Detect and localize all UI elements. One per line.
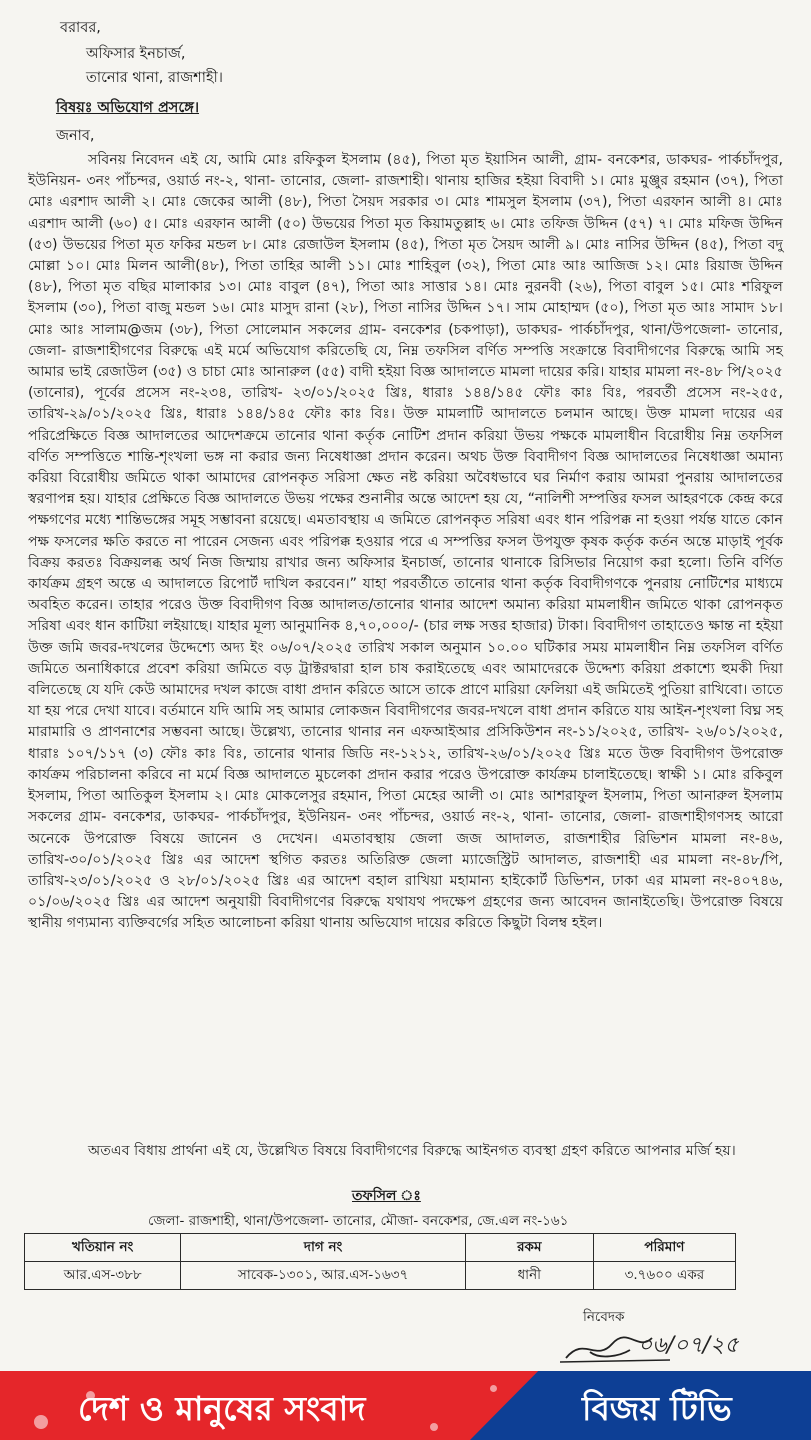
signature-date: ০৬/০৭/২৫ bbox=[638, 1333, 739, 1358]
column-header: পরিমাণ bbox=[593, 1234, 735, 1262]
channel-logo: বিজয় টিভি bbox=[582, 1389, 732, 1428]
subject-line: বিষয়ঃ অভিযোগ প্রসঙ্গে। bbox=[56, 100, 200, 116]
table-cell: সাবেক-১৩০১, আর.এস-১৬৩৭ bbox=[181, 1262, 465, 1290]
decorative-dot-icon bbox=[430, 1423, 438, 1431]
table-cell: ৩.৭৬০০ একর bbox=[593, 1262, 735, 1290]
column-header: দাগ নং bbox=[181, 1234, 465, 1262]
table-header-row bbox=[25, 1234, 736, 1262]
table-cell: ধানী bbox=[465, 1262, 593, 1290]
column-header: রকম bbox=[465, 1234, 593, 1262]
recipient-title: অফিসার ইনচার্জ, bbox=[86, 46, 186, 62]
letter-body bbox=[28, 150, 783, 935]
column-header: খতিয়ান নং bbox=[25, 1234, 181, 1262]
greeting: জনাব, bbox=[56, 128, 95, 144]
banner-slogan: দেশ ও মানুষের সংবাদ bbox=[78, 1389, 366, 1428]
signer-label: নিবেদক bbox=[583, 1309, 625, 1325]
closing-prayer: অতএব বিধায় প্রার্থনা এই যে, উল্লেখিত বিষয়ে বিবাদীগণের বিরুদ্ধে আইনগত ব্যবস্থা গ্রহণ করিতে আপনার মর্জি হয়। bbox=[88, 1143, 736, 1159]
news-banner bbox=[0, 1371, 811, 1440]
decorative-dot-icon bbox=[34, 1415, 48, 1429]
table-row bbox=[25, 1262, 736, 1290]
table-cell: আর.এস-৩৮৮ bbox=[25, 1262, 181, 1290]
schedule-table bbox=[24, 1233, 736, 1290]
salutation-to: বরাবর, bbox=[60, 20, 101, 36]
schedule-location: জেলা- রাজশাহী, থানা/উপজেলা- তানোর, মৌজা- বনকেশর, জে.এল নং-১৬১ bbox=[148, 1213, 569, 1229]
decorative-dot-icon bbox=[490, 1385, 497, 1392]
schedule-title: তফসিল ঃ bbox=[352, 1188, 421, 1204]
handwritten-signature bbox=[560, 1322, 760, 1372]
body-paragraph: সবিনয় নিবেদন এই যে, আমি মোঃ রফিকুল ইসলাম (৪৫), পিতা মৃত ইয়াসিন আলী, গ্রাম- বনকেশর, ডাকঘর- পার্কচাঁদপুর, ইউনিয়ন- ৩নং পাঁচন্দর, ওয়ার্ড নং-২, থানা- তানোর, জেলা- রাজশাহী। থানায় হাজির হইয়া বিবাদী ১। মোঃ মুঞ্জুর রহমান (৩৭), পিতা মোঃ এরশাদ আলী ২। মোঃ জেকের আলী (৪৮), পিতা সৈয়দ সরকার ৩। মোঃ শামসুল ইসলাম (৩৭), পিতা এরফান আলী ৪। মোঃ এরশাদ আলী (৬০) ৫। মোঃ এরফান আলী (৫০) উভয়ের পিতা মৃত কিয়ামতুল্লাহ ৬। মোঃ তফিজ উদ্দিন (৫৭) ৭। মোঃ মফিজ উদ্দিন (৫৩) উভয়ের পিতা মৃত ফকির মন্ডল ৮। মোঃ রেজাউল ইসলাম (৪৫), পিতা মৃত সৈয়দ আলী ৯। মোঃ নাসির উদ্দিন (৪৫), পিতা বদু মোল্লা ১০। মোঃ মিলন আলী(৪৮), পিতা তাহির আলী ১১। মোঃ শাহিবুল (৩২), পিতা মোঃ আঃ আজিজ ১২। মোঃ রিয়াজ উদ্দিন (৪৮), পিতা মৃত বছির মালাকার ১৩। মোঃ বাবুল (৪৭), পিতা আঃ সাত্তার ১৪। মোঃ নুরনবী (২৬), পিতা বাবুল ১৫। মোঃ শরিফুল ইসলাম (৩০), পিতা বাজু মন্ডল ১৬। মোঃ মাসুদ রানা (২৮), পিতা নাসির উদ্দিন ১৭। সাম মোহাম্মদ (৫০), পিতা মৃত আঃ সামাদ ১৮। মোঃ আঃ সালাম@জম (৩৮), পিতা সোলেমান সকলের গ্রাম- বনকেশর (চকপাড়া), ডাকঘর- পার্কচাঁদপুর, থানা/উপজেলা- তানোর, জেলা- রাজশাহীগণের বিরুদ্ধে এই মর্মে অভিযোগ করিতেছি যে, নিম্ন তফসিল বর্ণিত সম্পত্তি সংক্রান্তে বিবাদীগণের বিরুদ্ধে আমি সহ আমার ভাই রেজাউল (৩৫) ও চাচা মোঃ আনারুল (৫৫) বাদী হইয়া বিজ্ঞ আদালতে মামলা দায়ের করি। যাহার মামলা নং-৪৮ পি/২০২৫ (তানোর), পূর্বের প্রসেস নং-২৩৪, তারিখ- ২৩/০১/২০২৫ খ্রিঃ, ধারাঃ ১৪৪/১৪৫ ফৌঃ কাঃ বিঃ, পরবর্তী প্রসেস নং-২৫৫, তারিখ-২৯/০১/২০২৫ খ্রিঃ, ধারাঃ ১৪৪/১৪৫ ফৌঃ কাঃ বিঃ। উক্ত মামলাটি আদালতে চলমান আছে। উক্ত মামলা দায়ের এর পরিপ্রেক্ষিতে বিজ্ঞ আদালতের আদেশক্রমে তানোর থানা কর্তৃক নোটিশ প্রদান করিয়া উভয় পক্ষকে মামলাধীন বিরোধীয় নিম্ন তফসিল বর্ণিত সম্পত্তিতে শান্তি-শৃংখলা ভঙ্গ না করার জন্য নিষেধাজ্ঞা প্রদান করেন। অথচ উক্ত বিবাদীগণ বিজ্ঞ আদালতের নিষেধাজ্ঞা অমান্য করিয়া বিরোধীয় জমিতে থাকা আমাদের রোপনকৃত সরিসা ক্ষেত নষ্ট করিয়া অবৈধভাবে ঘর নির্মাণ করায় আমরা পুনরায় আদালতের স্বরণাপন্ন হয়। যাহার প্রেক্ষিতে বিজ্ঞ আদালতে উভয় পক্ষের শুনানীর অন্তে আদেশ হয় যে, “নালিশী সম্পত্তির ফসল আহরণকে কেন্দ্র করে পক্ষগণের মধ্যে শান্তিভঙ্গের সমূহ সম্ভাবনা রয়েছে। এমতাবস্থায় এ জমিতে রোপনকৃত সরিষা এবং ধান পরিপক্ক না হওয়া পর্যন্ত যাতে কোন পক্ষ ফসলের ক্ষতি করতে না পারেন সেজন্য এবং পরিপক্ক হওয়ার পরে এ সম্পত্তির ফসল উপযুক্ত কৃষক কর্তৃক কর্তন অন্তে মাড়াই পূর্বক বিক্রয় করতঃ বিক্রয়লব্ধ অর্থ নিজ জিম্মায় রাখার জন্য অফিসার ইনচার্জ, তানোর থানাকে রিসিভার নিয়োগ করা হলো। তিনি বর্ণিত কার্যক্রম গ্রহণ অন্তে এ আদালতে রিপোর্ট দাখিল করবেন।” যাহা পরবর্তীতে তানোর থানা কর্তৃক বিবাদীগণকে পুনরায় নোটিশের মাধ্যমে অবহিত করেন। তাহার পরেও উক্ত বিবাদীগণ বিজ্ঞ আদালত/তানোর থানার আদেশ অমান্য করিয়া মামলাধীন জমিতে থাকা রোপনকৃত সরিষা এবং ধান কাটিয়া লইয়াছে। যাহার মূল্য আনুমানিক ৪,৭০,০০০/- (চার লক্ষ সত্তর হাজার) টাকা। বিবাদীগণ তাহাতেও ক্ষান্ত না হইয়া উক্ত জমি জবর-দখলের উদ্দেশ্যে অদ্য ইং ০৬/০৭/২০২৫ তারিখ সকাল অনুমান ১০.০০ ঘটিকার সময় মামলাধীন নিম্ন তফসিল বর্ণিত জমিতে অনাধিকারে প্রবেশ করিয়া জমিতে বড় ট্রাক্টরদ্বারা হাল চাষ করাইতেছে এবং আমাদেরকে উদ্দেশ্য করিয়া প্রকাশ্যে হুমকী দিয়া বলিতেছে যে যদি কেউ আমাদের দখল কাজে বাধা প্রদান করিতে আসে তাকে প্রাণে মারিয়া ফেলিয়া এই জমিতেই পুতিয়া রাখিবো। তাতে যা হয় পরে দেখা যাবে। বর্তমানে যদি আমি সহ আমার লোকজন বিবাদীগণের জবর-দখলে বাধা প্রদান করিতে যায় আইন-শৃংখলা বিঘ্ন সহ মারামারি ও প্রাণনাশের সম্ভবনা আছে। উল্লেখ্য, তানোর থানার নন এফআইআর প্রসিকিউশন নং-১১/২০২৫, তারিখ- ২৬/০১/২০২৫, ধারাঃ ১০৭/১১৭ (৩) ফৌঃ কাঃ বিঃ, তানোর থানার জিডি নং-১২১২, তারিখ-২৬/০১/২০২৫ খ্রিঃ মতে উক্ত বিবাদীগণ উপরোক্ত কার্যক্রম পরিচালনা করিবে না মর্মে বিজ্ঞ আদালতে মুচলেকা প্রদান করার পরেও উপরোক্ত কার্যক্রম চালাইতেছে। স্বাক্ষী ১। মোঃ রকিবুল ইসলাম, পিতা আতিকুল ইসলাম ২। মোঃ মোকলেসুর রহমান, পিতা মেহের আলী ৩। মোঃ আশরাফুল ইসলাম, পিতা আনারুল ইসলাম সকলের গ্রাম- বনকেশর, ডাকঘর- পার্কচাঁদপুর, ইউনিয়ন- ৩নং পাঁচন্দর, ওয়ার্ড নং-২, থানা- তানোর, জেলা- রাজশাহীগণসহ আরো অনেকে উপরোক্ত বিষয়ে জানেন ও দেখেন। এমতাবস্থায় জেলা জজ আদালত, রাজশাহীর রিভিশন মামলা নং-৪৬, তারিখ-৩০/০১/২০২৫ খ্রিঃ এর আদেশ স্থগিত করতঃ অতিরিক্ত জেলা ম্যাজেস্ট্রিট আদালত, রাজশাহী এর মামলা নং-৪৮/পি, তারিখ-২৩/০১/২০২৫ ও ২৮/০১/২০২৫ খ্রিঃ এর আদেশ বহাল রাখিয়া মহামান্য হাইকোর্ট ডিভিশন, ঢাকা এর মামলা নং-৪০৭৪৬, ০১/০৬/২০২৫ খ্রিঃ এর আদেশ অনুযায়ী বিবাদীগণের বিরুদ্ধে যথাযথ পদক্ষেপ গ্রহণের জন্য আবেদন জানাইতেছি। উপরোক্ত বিষয়ে স্থানীয় গণ্যমান্য ব্যক্তিবর্গের সহিত আলোচনা করিয়া থানায় অভিযোগ দায়ের করিতে কিছুটা বিলম্ব হইল। bbox=[28, 152, 783, 932]
recipient-address: তানোর থানা, রাজশাহী। bbox=[86, 70, 223, 86]
